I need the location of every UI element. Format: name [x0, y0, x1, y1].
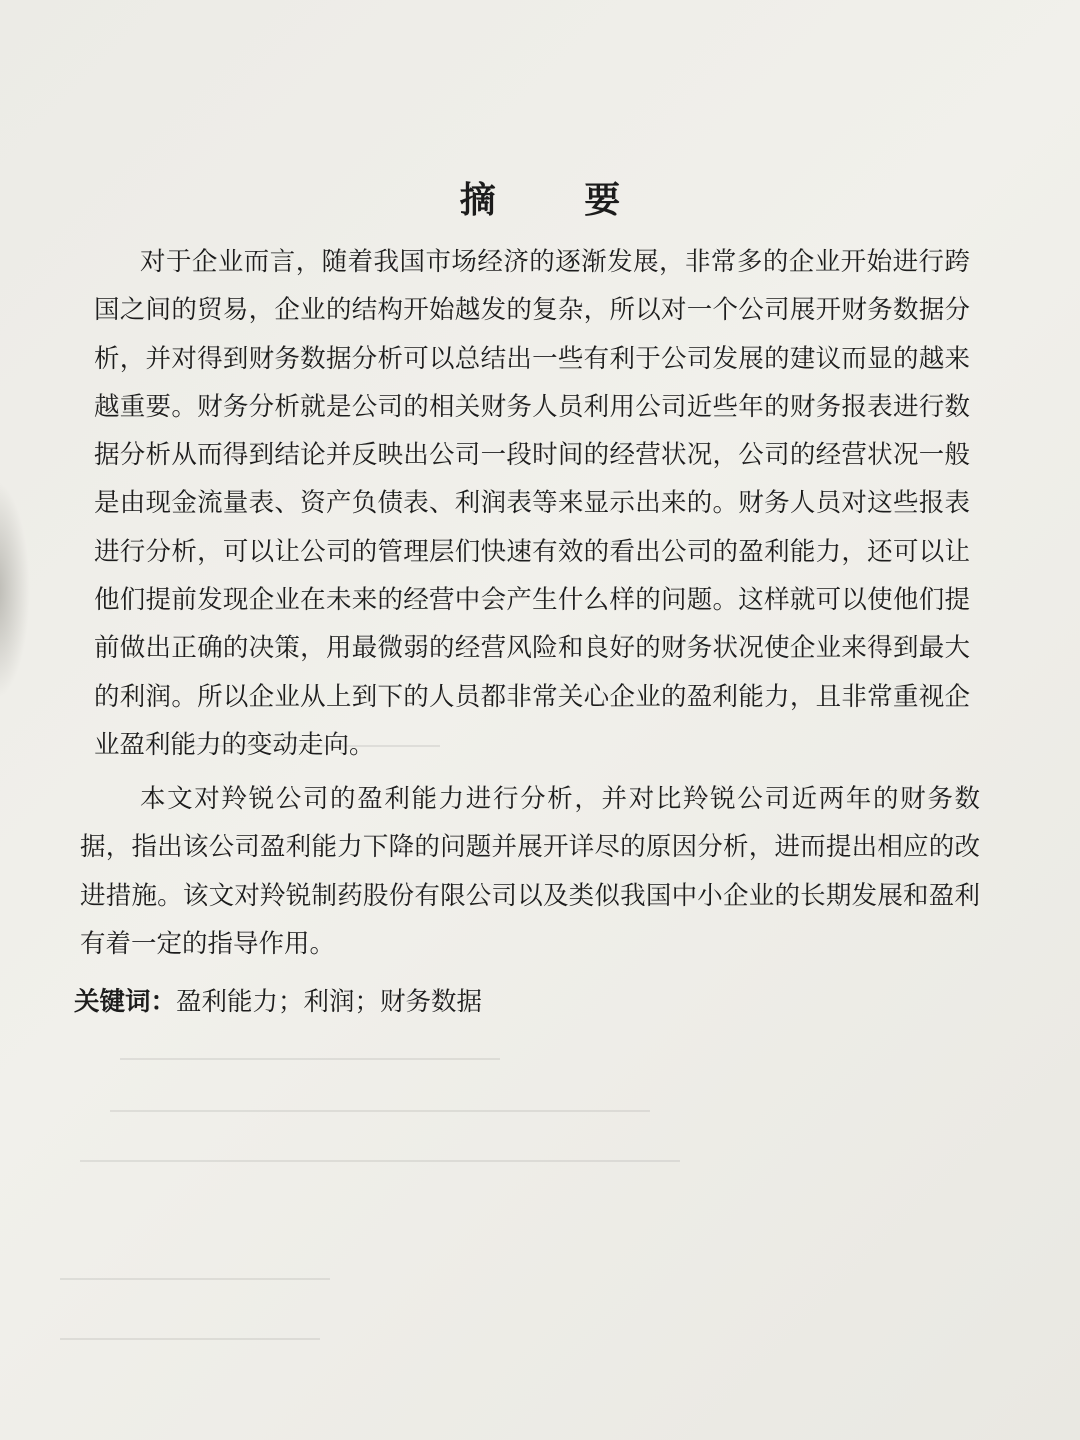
abstract-paragraph-1: 对于企业而言，随着我国市场经济的逐渐发展，非常多的企业开始进行跨国之间的贸易，企业的结构开始越发的复杂，所以对一个公司展开财务数据分析，并对得到财务数据分析可以总结出一些有利于公司发展的建议而显的越来越重要。财务分析就是公司的相关财务人员利用公司近些年的财务报表进行数据分析从而得到结论并反映出公司一段时间的经营状况，公司的经营状况一般是由现金流量表、资产负债表、利润表等来显示出来的。财务人员对这些报表进行分析，可以让公司的管理层们快速有效的看出公司的盈利能力，还可以让他们提前发现企业在未来的经营中会产生什么样的问题。这样就可以使他们提前做出正确的决策，用最微弱的经营风险和良好的财务状况使企业来得到最大的利润。所以企业从上到下的人员都非常关心企业的盈利能力，且非常重视企业盈利能力的变动走向。: [94, 247, 970, 760]
keywords-value: 盈利能力；利润；财务数据: [176, 987, 483, 1017]
show-through-line: [60, 1338, 320, 1340]
keywords-label: 关键词：: [74, 987, 177, 1017]
show-through-line: [80, 1160, 680, 1162]
show-through-line: [120, 1058, 500, 1060]
page-edge-shadow: [0, 480, 30, 700]
page-title: 摘 要: [459, 180, 659, 221]
show-through-line: [110, 1110, 650, 1112]
keywords-line: [74, 982, 482, 1022]
show-through-line: [60, 1278, 330, 1280]
abstract-paragraph-2: 本文对羚锐公司的盈利能力进行分析，并对比羚锐公司近两年的财务数据，指出该公司盈利能力下降的问题并展开详尽的原因分析，进而提出相应的改进措施。该文对羚锐制药股份有限公司以及类似我国中小企业的长期发展和盈利有着一定的指导作用。: [80, 784, 980, 959]
